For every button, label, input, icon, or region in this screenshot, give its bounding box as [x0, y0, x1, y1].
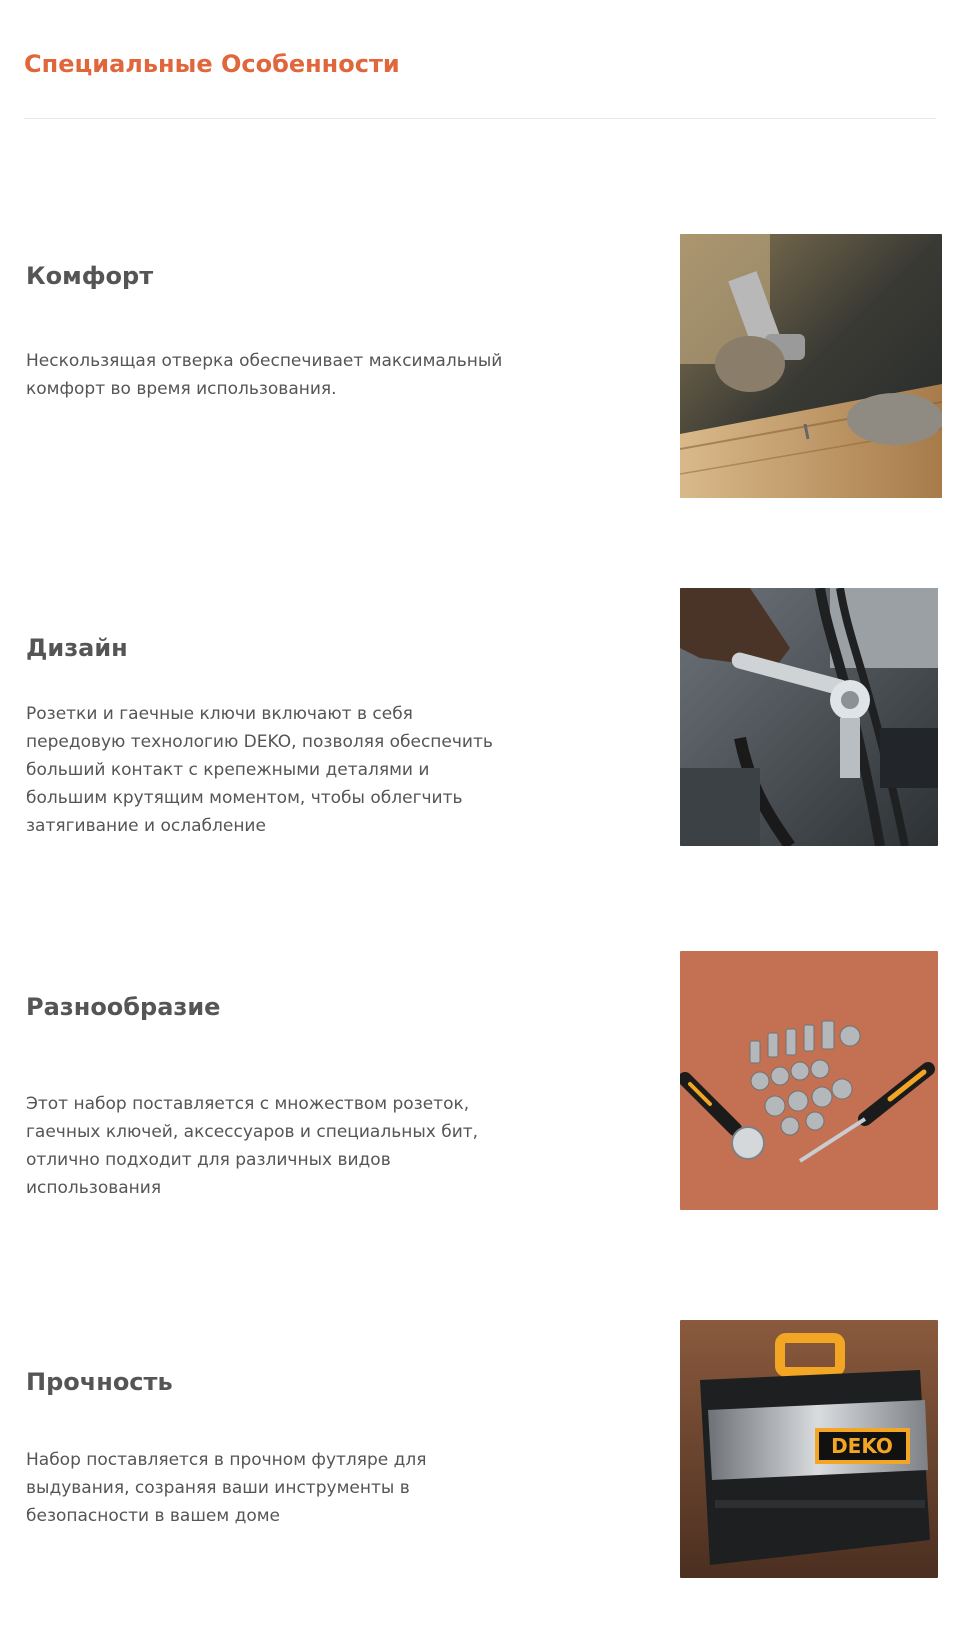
feature-text: Нескользящая отверка обеспечивает максимальный комфорт во время использования.: [26, 351, 503, 399]
feature-text: Этот набор поставляется с множеством розеток, гаечных ключей, аксессуаров и специальных бит, отлично подходит для различных видов использования: [26, 1094, 479, 1198]
feature-title: Дизайн: [26, 634, 128, 662]
header-divider: [24, 118, 936, 119]
feature-text: Розетки и гаечные ключи включают в себя передовую технологию DEKO, позволяя обеспечить больший контакт с крепежными деталями и большим крутящим моментом, чтобы облегчить затягивание и ослабление: [26, 704, 493, 836]
feature-title: Прочность: [26, 1368, 173, 1396]
tool-case-photo: [680, 1320, 938, 1578]
ratchet-engine-photo: [680, 588, 938, 846]
feature-title: Комфорт: [26, 262, 154, 290]
feature-title: Разнообразие: [26, 993, 221, 1021]
socket-set-photo: [680, 951, 938, 1210]
feature-text: Набор поставляется в прочном футляре для выдувания, созраняя ваши инструменты в безопасности в вашем доме: [26, 1450, 427, 1526]
page-title: Специальные Особенности: [24, 50, 400, 78]
hammer-nail-photo: [680, 234, 942, 498]
svg-text:DEKO: DEKO: [831, 1434, 893, 1458]
